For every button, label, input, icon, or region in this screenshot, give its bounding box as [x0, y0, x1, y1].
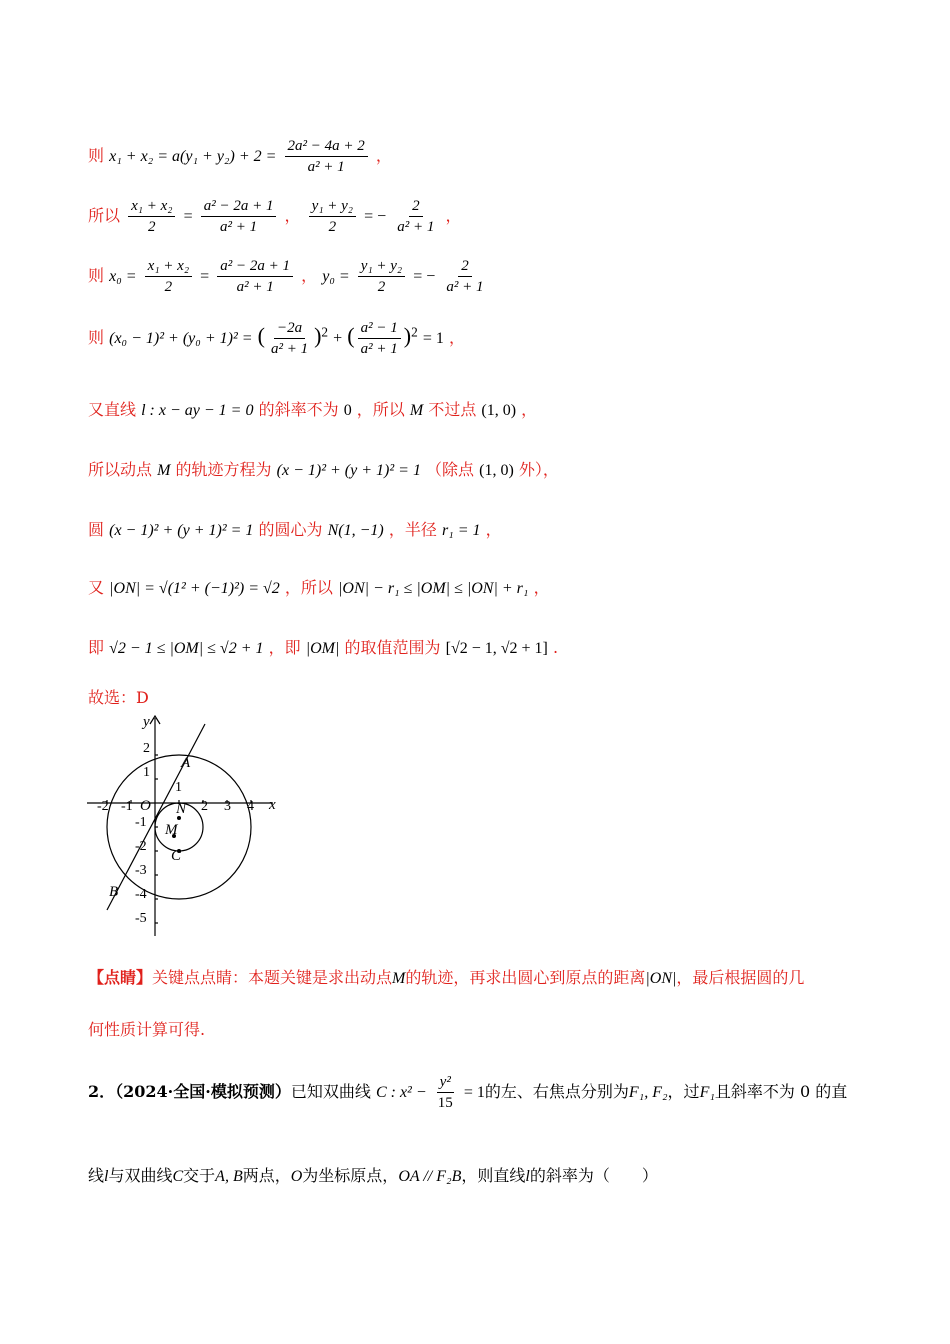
- question-2-line-1: 2．（2024·全国·模拟预测）已知双曲线 C : x² − $\frac{\text{y²}}{15}$ = 1的左、右焦点分别为F₁, F₂，过F₁且斜率不为 0 的直: [88, 1074, 848, 1111]
- point-m-label: M: [165, 822, 178, 838]
- y-tick: -4: [135, 887, 147, 902]
- key-point-note-line-2: 何性质计算可得.: [88, 1020, 206, 1039]
- x-tick: 2: [201, 799, 208, 814]
- x-tick: -2: [97, 799, 109, 814]
- circle-figure: [85, 710, 295, 940]
- key-point-note-line-1: 【点睛】关键点点睛：本题关键是求出动点M的轨迹，再求出圆心到原点的距离|ON|，最后根据圆的几: [88, 968, 805, 987]
- derivation-line-8: 又 |ON| = √(1² + (−1)²) = √2 ，所以 |ON| − r₁ ≤ |OM| ≤ |ON| + r₁ ，: [88, 578, 550, 597]
- y-tick: -3: [135, 863, 147, 878]
- y-tick: -5: [135, 911, 147, 926]
- point-c-label: C: [171, 848, 182, 864]
- derivation-line-4: 则 (x₀ − 1)² + (y₀ + 1)² = ( $\frac{-2a}{\text{a² + 1}}$ )$^2$ + ( $\frac{\text{a² − 1}}{\text{a² + 1}}$ )$^2$ = 1 ，: [88, 320, 465, 357]
- origin-label: O: [140, 798, 151, 814]
- answer-line: 故选：D: [88, 688, 149, 707]
- derivation-line-7: 圆 (x − 1)² + (y + 1)² = 1 的圆心为 N(1, −1) ，半径 r₁ = 1 ，: [88, 520, 502, 539]
- question-2-line-2: 线l与双曲线C交于A, B两点，O为坐标原点，OA // F₂B，则直线l的斜率为（ ）: [88, 1166, 658, 1185]
- y-tick: 1: [143, 765, 150, 780]
- derivation-line-6: 所以动点 M 的轨迹方程为 (x − 1)² + (y + 1)² = 1 （除点 (1, 0) 外），: [88, 460, 559, 479]
- x-tick: -1: [121, 799, 133, 814]
- y-tick: -2: [135, 839, 147, 854]
- large-circle: [107, 755, 251, 899]
- derivation-line-5: 又直线 l : x − ay − 1 = 0 的斜率不为 0 ，所以 M 不过点 (1, 0) ，: [88, 400, 538, 419]
- line-l: [107, 724, 205, 910]
- formula: x₁ + x₂ = a(y₁ + y₂) + 2 =: [109, 148, 277, 165]
- y-tick: 2: [143, 741, 150, 756]
- point-b-label: B: [109, 884, 119, 900]
- derivation-line-3: 则 x₀ = $\frac{\text{x₁ + x₂}}{2}$ = $\frac{\text{a² − 2a + 1}}{\text{a² + 1}}$ ， y₀ = $\frac{\text{y₁ + y₂}}{2}$ = − $\frac{2}{\text{a² + 1}}$: [88, 258, 484, 295]
- point-n-label: N: [176, 801, 187, 817]
- x-tick: 4: [247, 799, 254, 814]
- point-a-label: A: [181, 755, 191, 771]
- y-tick: -1: [135, 815, 147, 830]
- x-tick: 1: [175, 780, 182, 795]
- x-axis-label: x: [269, 797, 276, 813]
- y-axis-label: y: [143, 714, 150, 730]
- x-tick: 3: [224, 799, 231, 814]
- derivation-line-1: 则 x₁ + x₂ = a(y₁ + y₂) + 2 = $\frac{\text{2a² − 4a + 2}}{\text{a² + 1}}$ ，: [88, 138, 392, 175]
- derivation-line-2: 所以 $\frac{\text{x₁ + x₂}}{2}$ = $\frac{\text{a² − 2a + 1}}{\text{a² + 1}}$ ， $\frac{\text{y₁ + y₂}}{2}$ = − $\frac{2}{\text{a² + 1}}$ ，: [88, 198, 462, 235]
- derivation-line-9: 即 √2 − 1 ≤ |OM| ≤ √2 + 1 ，即 |OM| 的取值范围为 [√2 − 1, √2 + 1] .: [88, 638, 559, 657]
